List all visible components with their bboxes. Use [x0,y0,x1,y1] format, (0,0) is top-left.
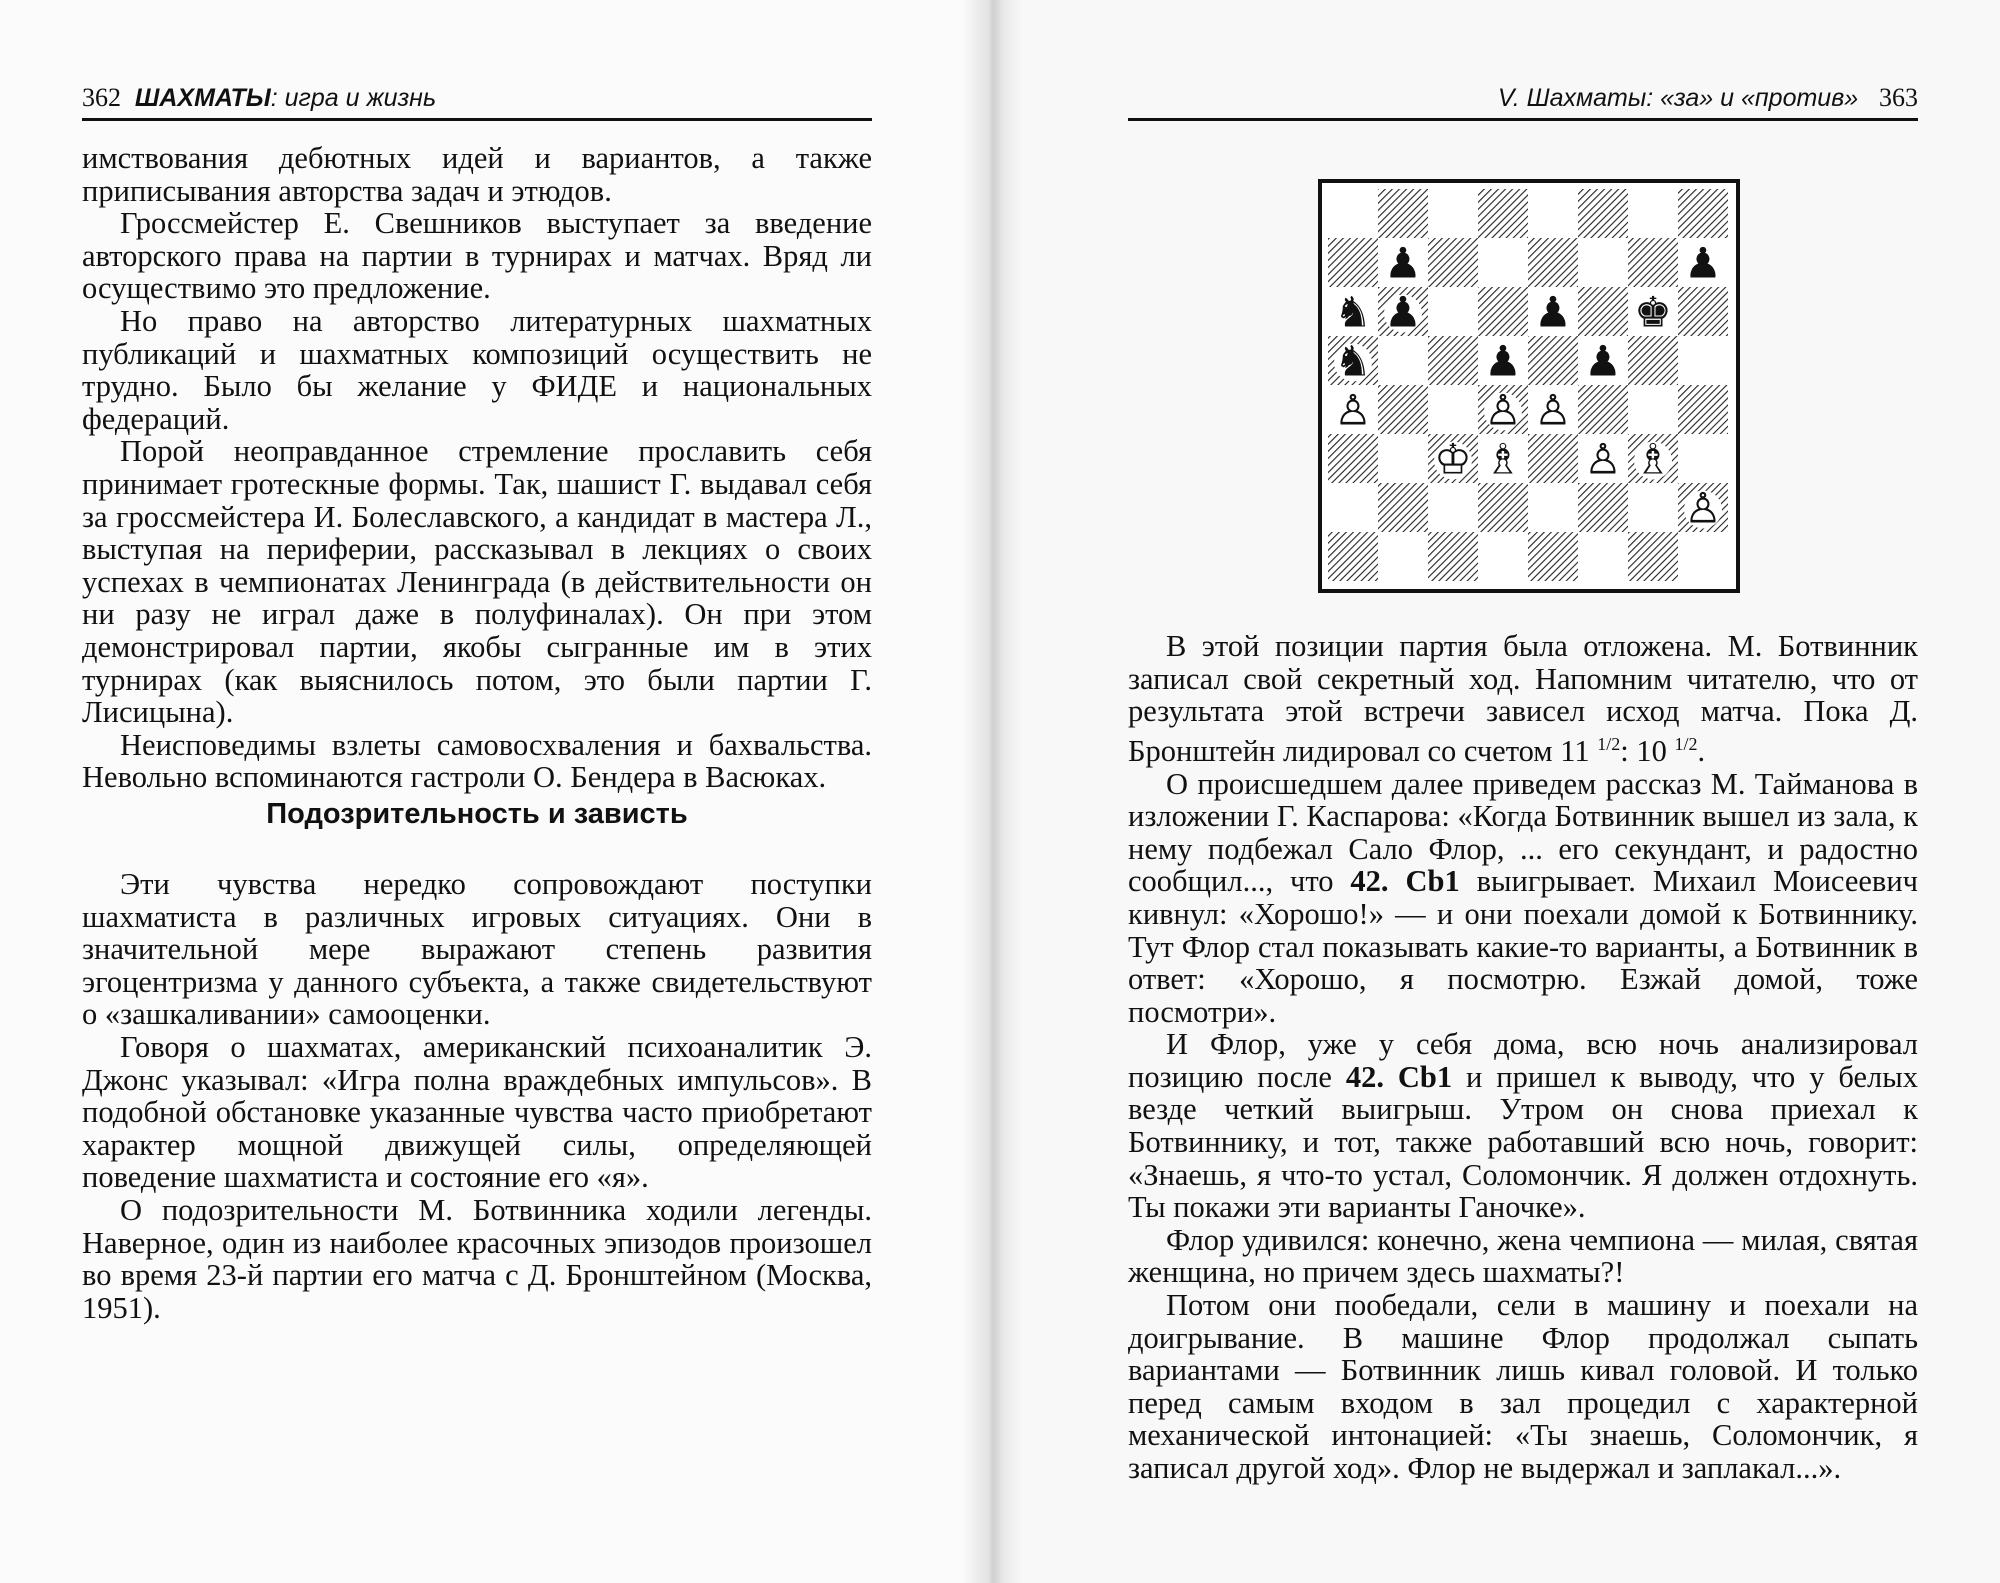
white-pawn-icon: ♙ [1584,434,1622,484]
dark-square [1628,238,1678,287]
dark-square [1478,189,1528,238]
dark-square [1478,287,1528,336]
dark-square [1528,434,1578,483]
dark-square [1528,532,1578,581]
black-pawn-icon: ♟ [1584,336,1622,386]
dark-square [1378,385,1428,434]
dark-square [1528,336,1578,385]
dark-square [1428,238,1478,287]
chapter-title: V. Шахматы: «за» и «против» [1497,84,1859,112]
chess-move: 42. Cb1 [1350,864,1460,899]
light-square [1428,189,1478,238]
light-square [1428,483,1478,532]
dark-square [1478,483,1528,532]
chess-diagram [1318,179,1740,593]
light-square [1628,385,1678,434]
paragraph [1128,1028,1918,1224]
dark-square [1628,532,1678,581]
light-square [1378,434,1428,483]
running-head-left [82,78,872,121]
book-subtitle: : игра и жизнь [270,84,437,112]
light-square [1678,336,1728,385]
paragraph-text: выигрывает. Михаил Моисеевич кивнул: «Хорошо!» — и они поехали домой к Ботвиннику. Тут Флор стал показывать какие-то варианты, а Ботвинник в ответ: «Хорошо, я посмотрю. Езжай домой, тоже посмотри». [1128,864,1918,1029]
white-pawn-icon: ♙ [1484,385,1522,435]
paragraph: Неисповедимы взлеты самовосхваления и бахвальства. Невольно вспоминаются гастроли О. Бендера в Васюках. [82,727,872,795]
black-pawn-icon: ♟ [1384,287,1422,337]
left-text-block-bottom [82,868,872,1324]
dark-square [1378,483,1428,532]
dark-square [1328,434,1378,483]
chess-move: 42. Cb1 [1345,1059,1453,1094]
book-gutter-shadow [962,0,1022,1583]
paragraph: Флор удивился: конечно, жена чемпиона — милая, святая женщина, но причем здесь шахматы?! [1128,1222,1918,1290]
light-square [1578,238,1628,287]
score-white: 11 [1560,733,1590,768]
black-king-icon: ♚ [1634,287,1672,337]
white-pawn-icon: ♙ [1684,483,1722,533]
paragraph: имствования дебютных идей и вариантов, а также приписывания авторства задач и этюдов. [82,141,872,208]
dark-square [1328,238,1378,287]
white-king-icon: ♔ [1434,434,1472,484]
white-bishop-icon: ♗ [1484,434,1522,484]
dark-square [1328,532,1378,581]
white-bishop-icon: ♗ [1634,434,1672,484]
light-square [1328,483,1378,532]
section-heading: Подозрительность и зависть [266,798,688,830]
right-text-block [1128,630,1918,1485]
dark-square [1678,287,1728,336]
light-square [1678,434,1728,483]
paragraph: Гроссмейстер Е. Свешников выступает за введение авторского права на партии в турнирах и матчах. Вряд ли осуществимо это предложение. [82,206,872,306]
score-separator: : [1620,733,1637,768]
score-black: 10 [1636,733,1667,768]
paragraph-text: В этой позиции партия была отложена. М. Ботвинник записал свой секретный ход. Напомним читателю, что от результата этой встречи зависел исход матча. Пока Д. Бронштейн лидировал со счетом [1128,629,1918,768]
dark-square [1378,189,1428,238]
paragraph-text: и пришел к выводу, что у белых везде четкий выигрыш. Утром он снова приехал к Ботвиннику, и тот, также работавший всю ночь, говорит: «Знаешь, я что-то устал, Соломончик. Я должен отдохнуть. Ты покажи эти варианты Ганочке». [1128,1059,1918,1225]
light-square [1628,189,1678,238]
light-square [1378,336,1428,385]
dark-square [1678,189,1728,238]
light-square [1328,189,1378,238]
light-square [1378,532,1428,581]
paragraph: О подозрительности М. Ботвинника ходили легенды. Наверное, один из наиболее красочных эпизодов произошел во время 23-й партии его матча с Д. Бронштейном (Москва, 1951). [82,1192,872,1325]
black-pawn-icon: ♟ [1384,238,1422,288]
page-number-left: 362 [82,83,121,112]
light-square [1678,532,1728,581]
paragraph: Эти чувства нередко сопровождают поступки шахматиста в различных игровых ситуациях. Они в значительной мере выражают степень развития эгоцентризма у данного субъекта, а также свидетельствуют о «зашкаливании» самооценки. [82,867,872,1032]
dark-square [1428,336,1478,385]
white-pawn-icon: ♙ [1534,385,1572,435]
left-text-block-top [82,142,872,794]
left-page [0,0,990,1583]
light-square [1578,532,1628,581]
black-pawn-icon: ♟ [1534,287,1572,337]
paragraph-text: О происшедшем далее приведем рассказ М. Тайманова в изложении Г. Каспарова: «Когда Ботвинник вышел из зала, к нему подбежал Сало Флор, ... его секундант, и радостно сообщил..., что [1128,766,1918,899]
fraction: 1/2 [1597,733,1621,754]
black-knight-icon: ♞ [1334,287,1372,337]
paragraph: Но право на авторство литературных шахматных публикаций и шахматных композиций осуществить не трудно. Было бы желание у ФИДЕ и национальных федераций. [82,303,872,436]
dark-square [1578,287,1628,336]
dark-square [1428,532,1478,581]
light-square [1478,532,1528,581]
light-square [1428,287,1478,336]
paragraph: Говоря о шахматах, американский психоаналитик Э. Джонс указывал: «Игра полна враждебных импульсов». В подобной обстановке указанные чувства часто приобретают характер мощной движущей силы, определяющей поведение шахматиста и состояние его «я». [82,1029,872,1195]
paragraph: Порой неоправданное стремление прославить себя принимает гротескные формы. Так, шашист Г. выдавал себя за гроссмейстера И. Болеславского, а кандидат в мастера Л., выступая на периферии, рассказывал в лекциях о своих успехах в чемпионатах Ленинграда (в действительности он ни разу не играл даже в полуфиналах). Он при этом демонстрировал партии, якобы сыгранные им в этих турнирах (как выяснилось потом, это были партии Г. Лисицына). [82,434,872,730]
dark-square [1678,385,1728,434]
light-square [1478,238,1528,287]
black-pawn-icon: ♟ [1484,336,1522,386]
right-page [990,0,2000,1583]
light-square [1528,189,1578,238]
dark-square [1628,336,1678,385]
chess-board [1328,189,1728,581]
dark-square [1578,189,1628,238]
paragraph [1128,630,1918,768]
black-pawn-icon: ♟ [1684,238,1722,288]
paragraph: Потом они пообедали, сели в машину и поехали на доигрывание. В машине Флор продолжал сыпать вариантами — Ботвинник лишь кивал головой. И только перед самым входом в зал процедил с характерной механической интонацией: «Ты знаешь, Соломончик, я записал другой ход». Флор не выдержал и заплакал...». [1128,1288,1918,1485]
light-square [1628,483,1678,532]
black-knight-icon: ♞ [1334,336,1372,386]
page-number-right: 363 [1879,83,1918,112]
dark-square [1578,483,1628,532]
light-square [1428,385,1478,434]
running-head-right [1128,78,1918,121]
light-square [1528,483,1578,532]
dark-square [1528,238,1578,287]
paragraph-end: . [1697,733,1706,768]
dark-square [1578,385,1628,434]
paragraph [1128,768,1918,1029]
book-title: ШАХМАТЫ [134,84,271,112]
white-pawn-icon: ♙ [1334,385,1372,435]
fraction: 1/2 [1674,733,1698,754]
paragraph-text: И Флор, уже у себя дома, всю ночь анализировал позицию после [1128,1027,1918,1094]
